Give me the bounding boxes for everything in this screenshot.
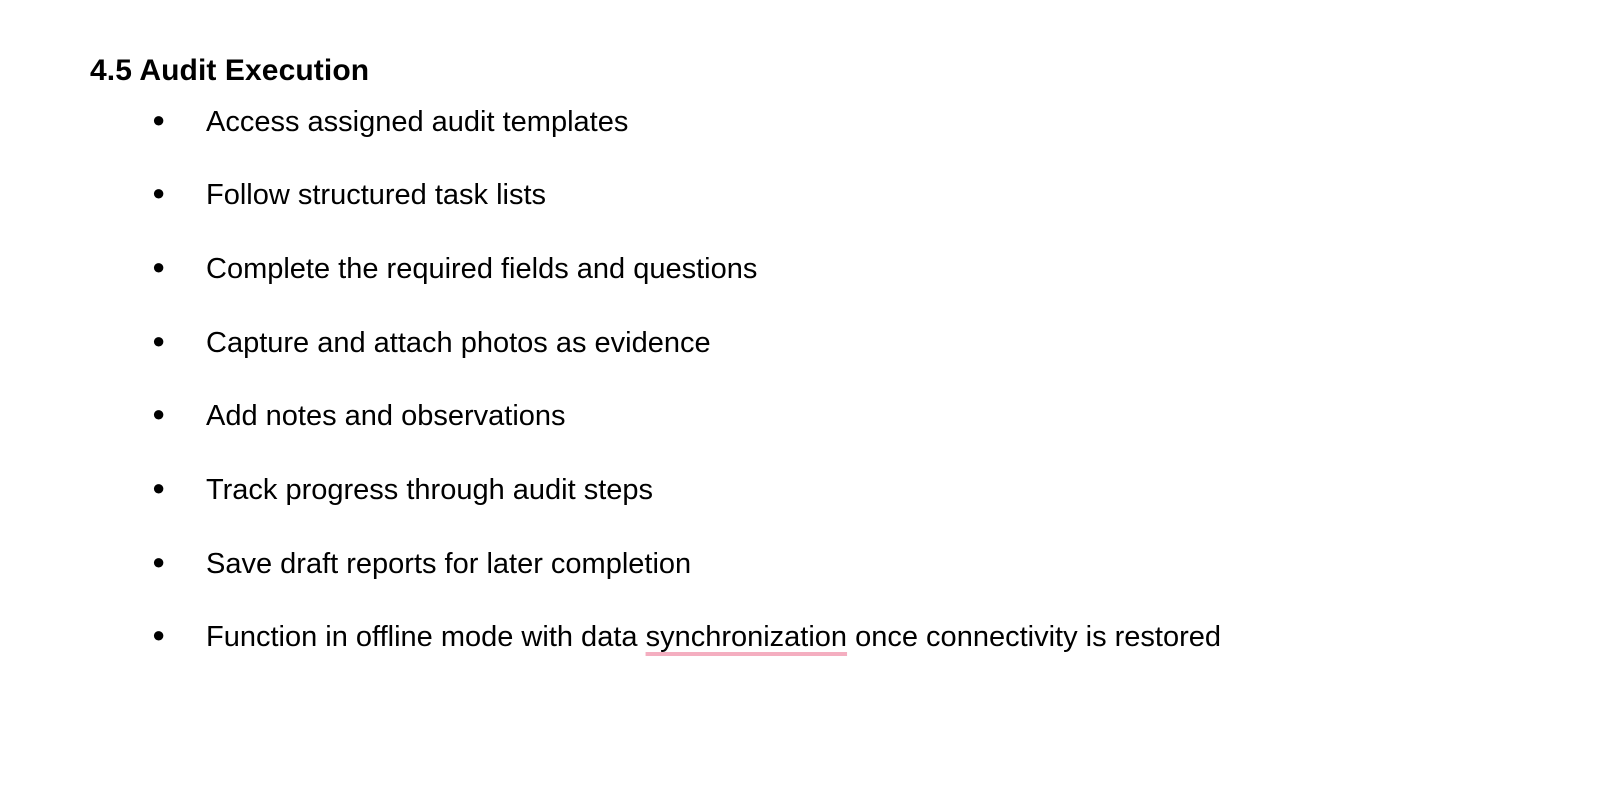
bullet-icon: ● [152, 474, 166, 500]
bullet-icon: ● [152, 548, 166, 574]
audit-execution-bullet-list [90, 104, 1519, 658]
bullet-icon: ● [152, 327, 166, 353]
list-item [90, 398, 1519, 436]
list-item-text: Access assigned audit templates [206, 105, 629, 138]
list-item [90, 325, 1519, 363]
list-item [90, 104, 1519, 142]
list-item-text: Track progress through audit steps [206, 473, 654, 506]
list-item [90, 251, 1519, 289]
list-item-text: Follow structured task lists [206, 179, 547, 212]
page-title: 4.5 Audit Execution [90, 54, 370, 87]
list-item-text [206, 619, 1519, 657]
bullet-icon: ● [152, 401, 166, 427]
list-item-text-prefix: Function in offline mode with data [206, 621, 646, 654]
list-item [90, 546, 1519, 584]
list-item [90, 177, 1519, 215]
list-item [90, 472, 1519, 510]
bullet-icon: ● [152, 622, 166, 648]
list-item-text: Add notes and observations [206, 400, 566, 433]
bullet-icon: ● [152, 253, 166, 279]
list-item-text: Complete the required fields and questions [206, 252, 758, 285]
bullet-icon: ● [152, 180, 166, 206]
spelling-error-word[interactable]: synchronization [645, 621, 848, 654]
list-item-text-suffix: once connectivity is restored [847, 621, 1222, 654]
list-item [90, 619, 1519, 657]
list-item-text: Capture and attach photos as evidence [206, 326, 711, 359]
list-item-text: Save draft reports for later completion [206, 547, 692, 580]
bullet-icon: ● [152, 106, 166, 132]
